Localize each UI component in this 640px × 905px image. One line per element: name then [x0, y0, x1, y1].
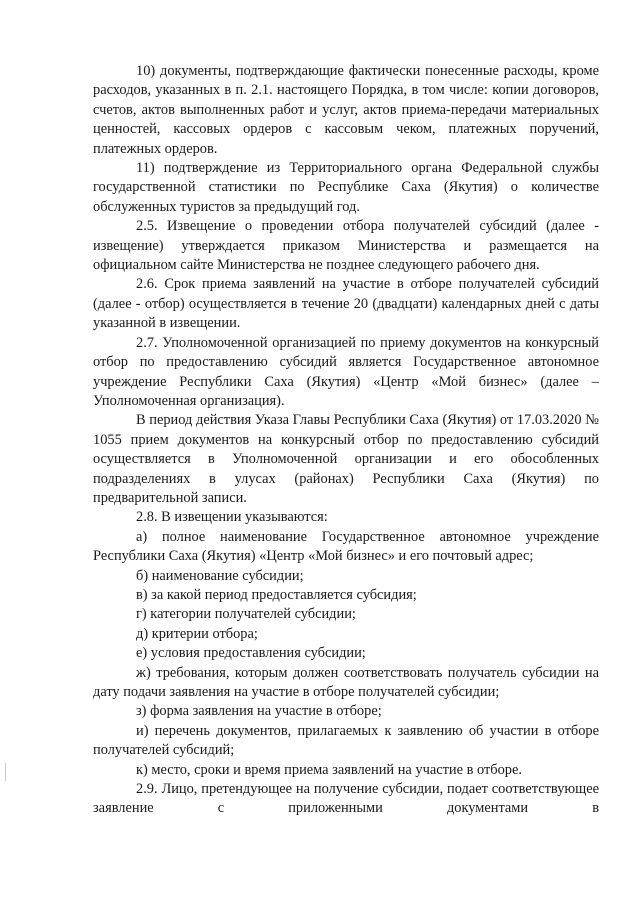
paragraph-2-8: 2.8. В извещении указываются: [136, 509, 328, 526]
paragraph-2-7: 2.7. Уполномоченной организацией по приему документов на конкурсный отбор по предоставлению субсидий является Государственное автономное учреждение Республики Саха (Якутия) «Центр «Мой бизнес» (далее – Уполномоченная организация). [93, 334, 599, 409]
paragraph-2-6: 2.6. Срок приема заявлений на участие в отборе получателей субсидий (далее - отбор) осуществляется в течение 20 (двадцати) календарных дней с даты указанной в извещении. [93, 276, 599, 332]
list-item-a: а) полное наименование Государственное автономное учреждение Республики Саха (Якутия) «Центр «Мой бизнес» и его почтовый адрес; [93, 528, 599, 565]
list-item-e: е) условия предоставления субсидии; [136, 645, 366, 662]
scan-edge-mark [5, 763, 6, 781]
list-item-i: и) перечень документов, прилагаемых к заявлению об участии в отборе получателей субсидий; [93, 722, 599, 759]
paragraph-2-5: 2.5. Извещение о проведении отбора получателей субсидий (далее - извещение) утверждается приказом Министерства и размещается на официальном сайте Министерства не позднее следующего рабочего дня. [93, 218, 599, 274]
paragraph-2-9: 2.9. Лицо, претендующее на получение субсидии, подает соответствующее заявление с приложенными документами в [93, 781, 599, 817]
list-item-v: в) за какой период предоставляется субсидия; [136, 586, 417, 603]
list-item-z: з) форма заявления на участие в отборе; [136, 703, 382, 720]
list-item-b: б) наименование субсидии; [136, 567, 304, 584]
paragraph-decree-period: В период действия Указа Главы Республики Саха (Якутия) от 17.03.2020 № 1055 прием документов на конкурсный отбор по предоставлению субсидий осуществляется в Уполномоченной организации и его обособленных подразделениях в улусах (районах) Республики Саха (Якутия) по предварительной записи. [93, 412, 599, 506]
paragraph-item-10: 10) документы, подтверждающие фактически понесенные расходы, кроме расходов, указанных в п. 2.1. настоящего Порядка, в том числе: копии договоров, счетов, актов выполненных работ и услуг, актов приема-передачи материальных ценностей, кассовых ордеров с кассовым чеком, платежных поручений, платежных ордеров. [93, 63, 599, 157]
list-item-g: г) категории получателей субсидии; [136, 606, 356, 623]
list-item-zh: ж) требования, которым должен соответствовать получатель субсидии на дату подачи заявления на участие в отборе получателей субсидии; [93, 664, 599, 700]
document-body [93, 62, 599, 819]
paragraph-item-11: 11) подтверждение из Территориального органа Федеральной службы государственной статистики по Республике Саха (Якутия) о количестве обслуженных туристов за предыдущий год. [93, 160, 599, 215]
list-item-k: к) место, сроки и время приема заявлений на участие в отборе. [136, 761, 522, 778]
list-item-d: д) критерии отбора; [136, 625, 258, 642]
